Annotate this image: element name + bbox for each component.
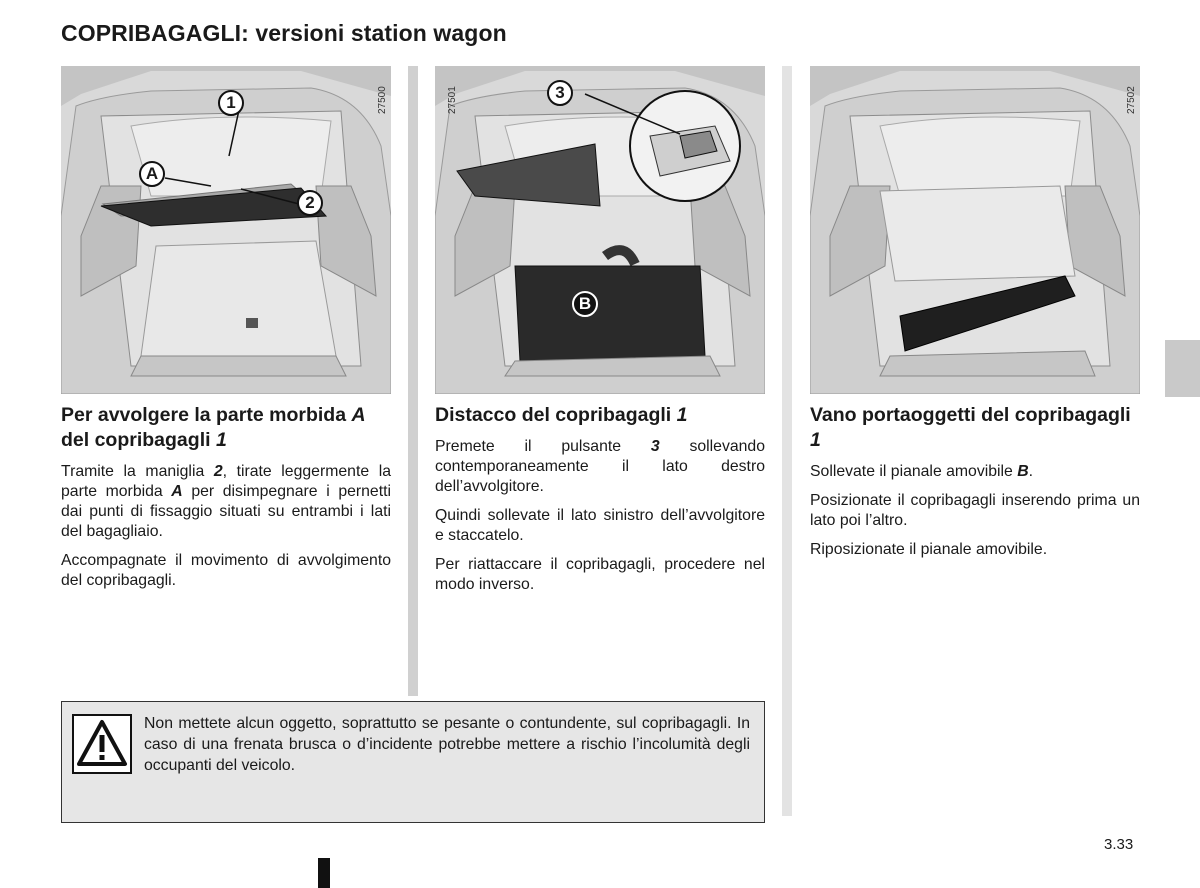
page-number: 3.33 — [1104, 836, 1134, 853]
callout-3: 3 — [547, 80, 573, 106]
section-title: Per avvolgere la parte morbida A del copribagagli 1 — [61, 404, 366, 451]
illustration-cover-removal — [435, 66, 765, 394]
figure-code: 27501 — [447, 86, 458, 114]
section-roll-up-cover — [61, 66, 391, 591]
warning-text: Non mettete alcun oggetto, soprattutto se pesante o contundente, sul copribagagli. In caso di una frenata brusca o d’incidente potrebbe mettere a rischio l’incolumità degli occupanti del veicolo. — [144, 715, 750, 774]
illustration-trunk-cover-installed — [61, 66, 391, 394]
paragraph: Sollevate il pianale amovibile B. — [810, 463, 1034, 480]
column-divider — [408, 66, 418, 696]
callout-b: B — [572, 291, 598, 317]
print-mark — [318, 858, 330, 888]
paragraph: Premete il pulsante 3 sollevando contemporaneamente il lato destro dell’avvolgitore. — [435, 438, 765, 495]
page-title: COPRIBAGAGLI: versioni station wagon — [61, 20, 507, 46]
warning-triangle-icon — [72, 714, 132, 774]
chapter-tab — [1165, 340, 1200, 397]
section-remove-cover — [435, 66, 765, 595]
paragraph: Riposizionate il pianale amovibile. — [810, 541, 1048, 558]
paragraph: Posizionate il copribagagli inserendo prima un lato poi l’altro. — [810, 492, 1140, 529]
trunk-illustration — [810, 66, 1140, 394]
section-cover-storage — [810, 66, 1140, 560]
paragraph: Tramite la maniglia 2, tirate leggermente la parte morbida A per disimpegnare i pernetti dai punti di fissaggio situati su entrambi i lati del bagagliaio. — [61, 463, 392, 540]
callout-a: A — [139, 161, 165, 187]
paragraph: Per riattaccare il copribagagli, procedere nel modo inverso. — [435, 556, 765, 593]
column-divider — [782, 66, 792, 816]
figure-code: 27500 — [377, 86, 388, 114]
paragraph: Quindi sollevate il lato sinistro dell’avvolgitore e staccatelo. — [435, 507, 765, 544]
paragraph: Accompagnate il movimento di avvolgimento del copribagagli. — [61, 552, 391, 589]
trunk-illustration — [435, 66, 765, 394]
warning-box — [61, 701, 765, 823]
section-title: Vano portaoggetti del copribagagli 1 — [810, 404, 1131, 451]
callout-2: 2 — [297, 190, 323, 216]
illustration-cover-storage — [810, 66, 1140, 394]
figure-code: 27502 — [1126, 86, 1137, 114]
callout-1: 1 — [218, 90, 244, 116]
section-title: Distacco del copribagagli 1 — [435, 404, 688, 426]
